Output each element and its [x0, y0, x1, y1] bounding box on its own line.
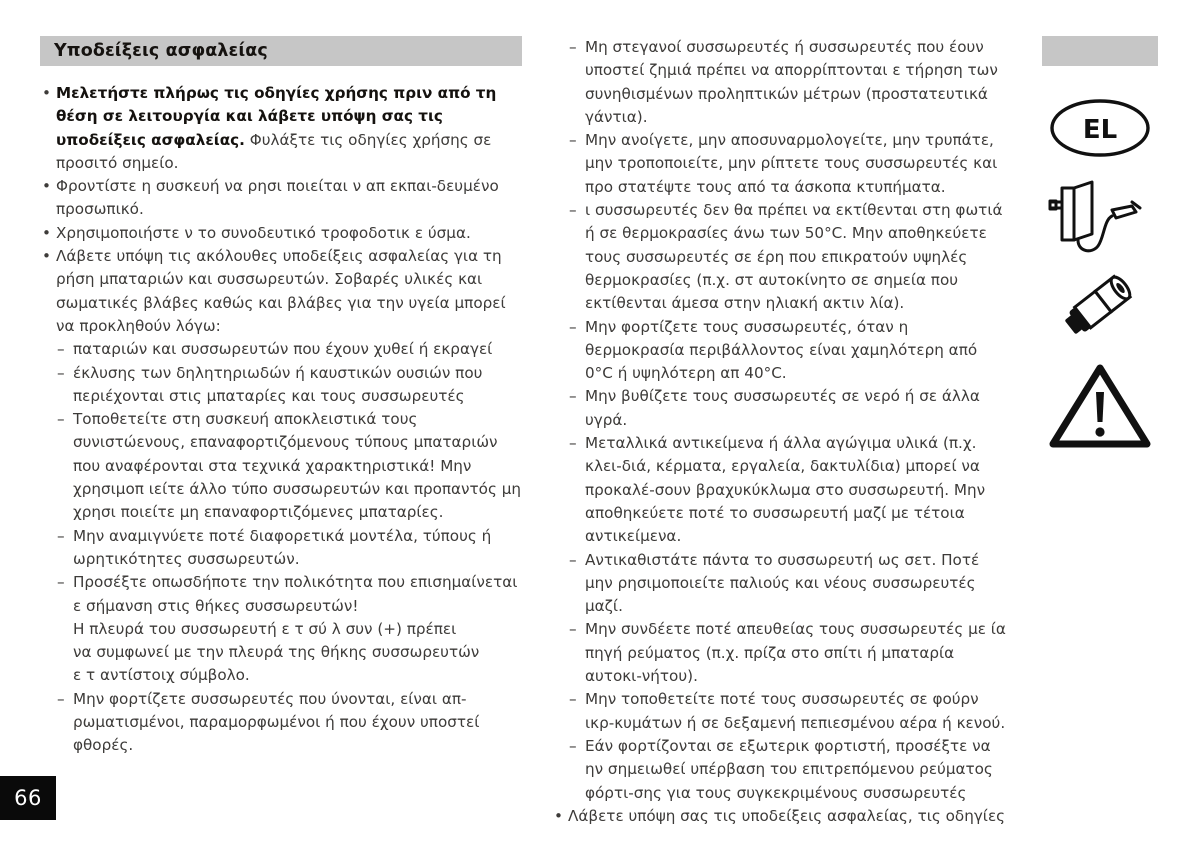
sub-list-item-text: Μην συνδέετε ποτέ απευθείας τους συσσωρευτές με ία πηγή ρεύματος (π.χ. πρίζα στο σπίτι ή μπαταρία αυτοκι-νήτου). — [585, 620, 1006, 686]
list-item-text: Φυλάξτε τις οδηγίες χρήσης σε προσιτό σημείο. — [56, 130, 492, 172]
dash-marker: – — [569, 620, 577, 639]
bullet-marker: • — [42, 84, 51, 102]
dash-marker: – — [57, 526, 65, 545]
sub-list-item — [552, 385, 1007, 432]
sub-list-item-line: Προσέξτε οπωσδήποτε την πολικότητα που επισημαίνεται — [73, 573, 518, 592]
sub-list-item — [552, 735, 1007, 805]
sub-list-item — [552, 688, 1007, 735]
sub-list-item — [40, 338, 522, 361]
left-column — [40, 36, 522, 758]
sub-list-item — [40, 525, 522, 572]
bullet-marker: • — [554, 806, 563, 825]
sub-list-item-text: Μην βυθίζετε τους συσσωρευτές σε νερό ή σε άλλα υγρά. — [585, 387, 980, 429]
bullet-marker: • — [42, 177, 51, 196]
sub-list-item — [552, 36, 1007, 129]
sub-list-item-text: Μην φορτίζετε συσσωρευτές που ύνονται, είναι απ-ρωματισμένοι, παραμορφωμένοι ή που έχουν υποστεί φθορές. — [73, 689, 480, 755]
battery-icon — [1042, 262, 1158, 346]
sub-list-item — [552, 199, 1007, 315]
sub-list-item — [552, 549, 1007, 619]
list-item-bold-text: Μελετήστε πλήρως τις οδηγίες χρήσης πριν από τη θέση σε λειτουργία και λάβετε υπόψη σας τις υποδείξεις ασφαλείας. — [56, 84, 497, 149]
sub-list-item-line: να συμφωνεί με την πλευρά της θήκης συσσωρευτών — [73, 643, 480, 662]
dash-marker: – — [569, 690, 577, 709]
bullet-marker: • — [42, 247, 51, 266]
list-item — [40, 245, 522, 338]
list-item — [40, 82, 522, 175]
sub-list-item-text: παταριών και συσσωρευτών που έχουν χυθεί ή εκραγεί — [73, 340, 493, 359]
dash-marker: – — [57, 410, 65, 429]
section-header-bar — [40, 36, 522, 66]
dash-marker: – — [569, 387, 577, 406]
dash-marker: – — [57, 340, 65, 359]
sub-list-item-text: Μην αναμιγνύετε ποτέ διαφορετικά μοντέλα, τύπους ή ωρητικότητες συσσωρευτών. — [73, 526, 492, 568]
sub-list-item — [40, 362, 522, 409]
list-item-text: Φροντίστε η συσκευή να ρησι ποιείται ν απ εκπαι-δευμένο προσωπικό. — [56, 177, 499, 219]
sub-list-item-text: Μην ανοίγετε, μην αποσυναρμολογείτε, μην τρυπάτε, μην τροποποιείτε, μην ρίπτετε τους συσσωρευτές και προ στατέψτε τους από τα άσκοπα κτυπήματα. — [585, 131, 998, 196]
sub-list-item-text: Μεταλλικά αντικείμενα ή άλλα αγώγιμα υλικά (π.χ. κλει-διά, κέρματα, εργαλεία, δακτυλίδια) μπορεί να προκαλέ-σουν βραχυκύκλωμα στο συσσωρευτή. Μην αποθηκεύετε ποτέ το συσσωρευτή μαζί με τέτοια αντικείμενα. — [585, 434, 986, 546]
list-item — [552, 805, 1007, 828]
sub-list-item-text: Μη στεγανοί συσσωρευτές ή συσσωρευτές που έουν υποστεί ζημιά πρέπει να απορρίπτονται ε τήρηση των συνηθισμένων προληπτικών μέτρων (προστατευτικά γάντια). — [585, 38, 998, 126]
sub-list-item-text: Αντικαθιστάτε πάντα το συσσωρευτή ως σετ. Ποτέ μην ρησιμοποιείτε παλιούς και νέους συσσωρευτές μαζί. — [585, 550, 980, 616]
language-badge-label: EL — [1082, 115, 1118, 145]
right-column — [552, 36, 1007, 828]
page-title: Υποδείξεις ασφαλείας — [54, 41, 268, 61]
dash-marker: – — [569, 201, 577, 220]
dash-marker: – — [569, 317, 577, 336]
page-number — [0, 776, 56, 820]
dash-marker: – — [57, 573, 65, 592]
sub-list-item-text: Μην τοποθετείτε ποτέ τους συσσωρευτές σε φούρν ικρ-κυμάτων ή σε δεξαμενή πεπιεσμένου αέρα ή κενού. — [585, 690, 1006, 732]
list-item — [40, 175, 522, 222]
sub-list-item-text: ι συσσωρευτές δεν θα πρέπει να εκτίθενται στη φωτιά ή σε θερμοκρασίες άνω των 50°C. Μην αποθηκεύετε τους συσσωρευτές σε έρη που επικρατούν υψηλές θερμοκρασίες (π.χ. στ αυτοκίνητο σε σημεία που εκτίθενται άμεσα στην ηλιακή ακτιν λία). — [585, 201, 1003, 313]
dash-marker: – — [57, 363, 65, 382]
sub-list-item — [552, 129, 1007, 199]
icon-sidebar — [1042, 36, 1158, 454]
language-badge — [1042, 88, 1158, 168]
dash-marker: – — [569, 131, 577, 150]
sub-list-item-text: Εάν φορτίζονται σε εξωτερικ φορτιστή, προσέξτε να ην σημειωθεί υπέρβαση του επιτρεπόμενου ρεύματος φόρτι-σης για τους συγκεκριμένους συσσωρευτές — [585, 736, 993, 802]
sidebar-header-bar — [1042, 36, 1158, 66]
sub-list-item-line: ε σήμανση στις θήκες συσσωρευτών! — [73, 596, 359, 615]
power-adapter-icon — [1042, 174, 1158, 258]
list-item — [40, 222, 522, 245]
sub-list-item-text: Τοποθετείτε στη συσκευή αποκλειστικά τους συνιστώενους, επαναφορτιζόμενους τύπους μπαταριών που αναφέρονται στα τεχνικά χαρακτηριστικά! Μην χρησιμοπ ιείτε άλλο τύπο συσσωρευτών και προπαντός μη χρησι ποιείτε μη επαναφορτιζόμενες μπαταρίες. — [73, 410, 522, 522]
page-number-label: 66 — [14, 786, 42, 810]
list-item-text: Λάβετε υπόψη τις ακόλουθες υποδείξεις ασφαλείας για τη ρήση μπαταριών και συσσωρευτών. Σοβαρές υλικές και σωματικές βλάβες καθώς και βλάβες για την υγεία μπορεί να προκληθούν λόγω: — [56, 247, 506, 335]
sub-list-item-text: Μην φορτίζετε τους συσσωρευτές, όταν η θερμοκρασία περιβάλλοντος είναι χαμηλότερη από 0°C ή υψηλότερη απ 40°C. — [585, 317, 978, 383]
dash-marker: – — [569, 434, 577, 453]
dash-marker: – — [569, 550, 577, 569]
sub-list-item — [552, 432, 1007, 548]
bullet-marker: • — [42, 223, 51, 242]
list-item-text: Λάβετε υπόψη σας τις υποδείξεις ασφαλείας, τις οδηγίες — [568, 806, 1006, 825]
list-item-text: Χρησιμοποιήστε ν το συνοδευτικό τροφοδοτικ ε ύσμα. — [56, 223, 471, 242]
sub-list-item — [40, 571, 522, 687]
sub-list-item — [40, 688, 522, 758]
dash-marker: – — [57, 689, 65, 708]
warning-triangle-icon — [1042, 358, 1158, 454]
sub-list-item-line: Η πλευρά του συσσωρευτή ε τ σύ λ συν (+) πρέπει — [73, 619, 457, 638]
sub-list-item — [552, 618, 1007, 688]
sub-list-item — [552, 316, 1007, 386]
sub-list-item-text: έκλυσης των δηλητηριωδών ή καυστικών ουσιών που περιέχονται στις μπαταρίες και τους συσσωρευτές — [73, 363, 483, 405]
dash-marker: – — [569, 38, 577, 56]
sub-list-item-line: ε τ αντίστοιχ σύμβολο. — [73, 666, 250, 685]
dash-marker: – — [569, 736, 577, 755]
language-badge-icon — [1048, 96, 1152, 160]
sub-list-item — [40, 408, 522, 524]
